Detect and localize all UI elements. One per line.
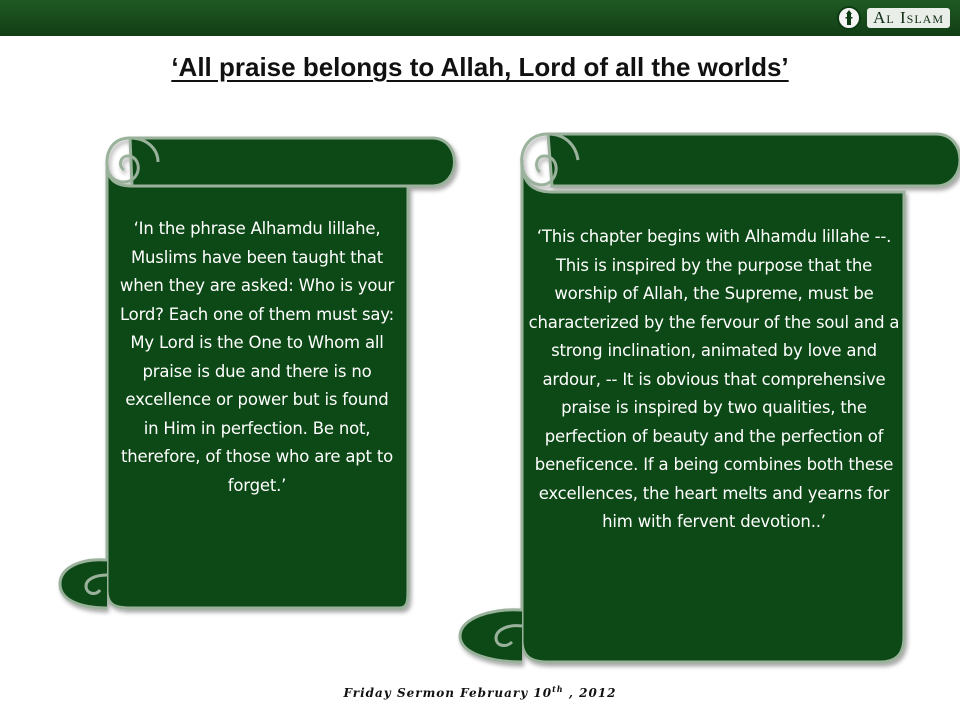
- logo-text: Al Islam: [867, 8, 950, 28]
- right-scroll-quote: ‘This chapter begins with Alhamdu lillahe --. This is inspired by the purpose that the worship of Allah, the Supreme, must be characterized by the fervour of the soul and a strong inclination, animated by love and ardour, -- It is obvious that comprehensive praise is inspired by two qualities, the perfection of beauty and the perfection of beneficence. If a being combines both these excellences, the heart melts and yearns for him with fervent devotion..’: [528, 227, 900, 531]
- left-scroll-quote: ‘In the phrase Alhamdu lillahe, Muslims have been taught that when they are asked: Who is your Lord? Each one of them must say: My Lord is the One to Whom all praise is due and there is no excellence or power but is found in Him in perfection. Be not, therefore, of those who are apt to forget.’: [119, 219, 395, 495]
- footer-suffix: , 2012: [563, 686, 617, 700]
- page-title-text: ‘All praise belongs to Allah, Lord of all the worlds’: [171, 52, 789, 82]
- footer-caption: [0, 684, 960, 700]
- footer-sup: th: [552, 684, 564, 694]
- footer-prefix: Friday Sermon February 10: [343, 686, 553, 700]
